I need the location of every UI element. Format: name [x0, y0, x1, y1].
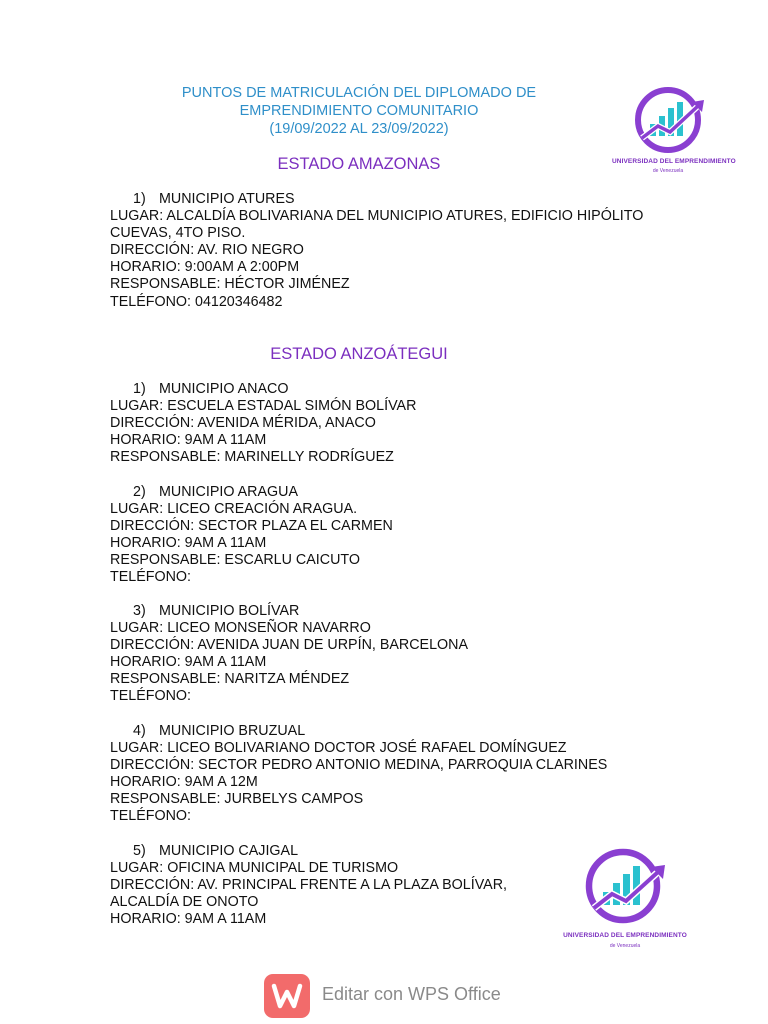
logo-caption: UNIVERSIDAD DEL EMPRENDIMIENTO: [563, 932, 687, 939]
entry-anaco: [110, 381, 650, 466]
logo-subcaption: de Venezuela: [652, 168, 684, 174]
state-heading-amazonas: ESTADO AMAZONAS: [277, 155, 441, 173]
entry-line: DIRECCIÓN: AV. PRINCIPAL FRENTE A LA PLAZA BOLÍVAR,: [110, 877, 508, 894]
edit-with-wps-button[interactable]: [264, 972, 534, 1018]
entry-bruzual: [110, 723, 650, 826]
growth-chart-icon: [560, 848, 690, 928]
entry-line: LUGAR: LICEO CREACIÓN ARAGUA.: [110, 501, 358, 518]
entry-line: DIRECCIÓN: AVENIDA JUAN DE URPÍN, BARCELONA: [110, 637, 469, 654]
entry-line: HORARIO: 9AM A 11AM: [110, 535, 267, 552]
municipio-heading: 2) MUNICIPIO ARAGUA: [133, 484, 299, 500]
entry-aragua: [110, 484, 650, 587]
wps-logo-icon: [264, 974, 310, 1018]
entry-line: TELÉFONO:: [110, 569, 192, 586]
growth-chart-icon: [612, 86, 724, 156]
date-range: (19/09/2022 AL 23/09/2022): [269, 121, 449, 137]
entry-line: LUGAR: LICEO MONSEÑOR NAVARRO: [110, 620, 371, 637]
entry-line: RESPONSABLE: MARINELLY RODRÍGUEZ: [110, 449, 394, 466]
entry-line: HORARIO: 9AM A 11AM: [110, 654, 267, 671]
entry-line: HORARIO: 9AM A 12M: [110, 774, 258, 791]
entry-line: LUGAR: OFICINA MUNICIPAL DE TURISMO: [110, 860, 399, 877]
entry-line: HORARIO: 9AM A 11AM: [110, 432, 267, 449]
entry-line: LUGAR: ALCALDÍA BOLIVARIANA DEL MUNICIPIO ATURES, EDIFICIO HIPÓLITO: [110, 208, 644, 225]
title-line-2: EMPRENDIMIENTO COMUNITARIO: [239, 103, 479, 119]
logo-subcaption: de Venezuela: [609, 943, 641, 949]
municipio-heading: 1) MUNICIPIO ATURES: [133, 191, 295, 207]
entry-line: HORARIO: 9AM A 11AM: [110, 911, 267, 928]
municipio-heading: 4) MUNICIPIO BRUZUAL: [133, 723, 306, 739]
entry-line: ALCALDÍA DE ONOTO: [110, 894, 259, 911]
entry-line: DIRECCIÓN: SECTOR PLAZA EL CARMEN: [110, 518, 393, 535]
entry-line: CUEVAS, 4TO PISO.: [110, 225, 246, 242]
entry-bolivar: [110, 603, 650, 706]
title-line-1: PUNTOS DE MATRICULACIÓN DEL DIPLOMADO DE: [181, 85, 537, 101]
university-logo: [612, 86, 736, 178]
entry-line: HORARIO: 9:00AM A 2:00PM: [110, 259, 300, 276]
entry-line: TELÉFONO:: [110, 808, 192, 825]
entry-line: RESPONSABLE: ESCARLU CAICUTO: [110, 552, 360, 569]
municipio-heading: 1) MUNICIPIO ANACO: [133, 381, 289, 397]
state-heading-anzoategui: ESTADO ANZOÁTEGUI: [270, 345, 448, 363]
entry-line: DIRECCIÓN: SECTOR PEDRO ANTONIO MEDINA, PARROQUIA CLARINES: [110, 757, 608, 774]
entry-line: RESPONSABLE: JURBELYS CAMPOS: [110, 791, 364, 808]
university-logo-bottom: [560, 848, 690, 954]
municipio-heading: 5) MUNICIPIO CAJIGAL: [133, 843, 299, 859]
entry-line: DIRECCIÓN: AV. RIO NEGRO: [110, 242, 304, 259]
entry-line: RESPONSABLE: NARITZA MÉNDEZ: [110, 671, 350, 688]
entry-line: RESPONSABLE: HÉCTOR JIMÉNEZ: [110, 276, 350, 293]
entry-atures: [110, 191, 650, 311]
municipio-heading: 3) MUNICIPIO BOLÍVAR: [133, 603, 300, 619]
entry-line: TELÉFONO: 04120346482: [110, 293, 283, 310]
entry-line: DIRECCIÓN: AVENIDA MÉRIDA, ANACO: [110, 415, 376, 432]
entry-line: LUGAR: ESCUELA ESTADAL SIMÓN BOLÍVAR: [110, 398, 417, 415]
wps-label: Editar con WPS Office: [322, 984, 501, 1004]
entry-line: LUGAR: LICEO BOLIVARIANO DOCTOR JOSÉ RAFAEL DOMÍNGUEZ: [110, 740, 567, 757]
entry-line: TELÉFONO:: [110, 688, 192, 705]
document-header: [150, 84, 568, 138]
logo-caption: UNIVERSIDAD DEL EMPRENDIMIENTO: [612, 158, 736, 165]
